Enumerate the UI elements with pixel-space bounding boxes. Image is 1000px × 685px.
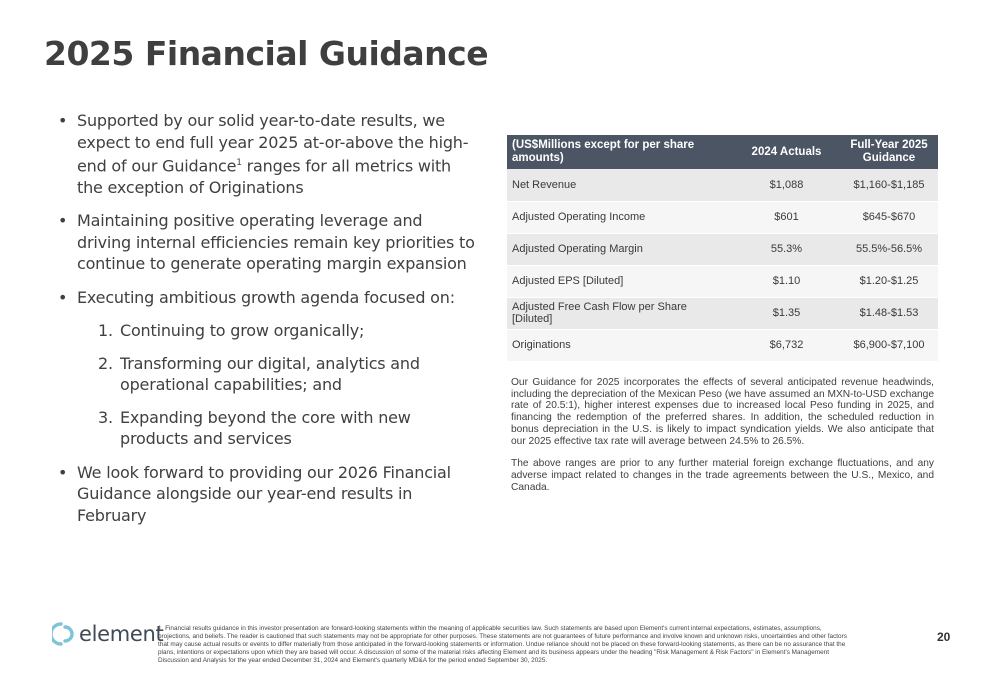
numbered-item — [98, 320, 478, 342]
guidance-cell: 55.5%-56.5% — [840, 233, 938, 265]
table-header-row — [507, 135, 938, 169]
logo-wordmark: element — [79, 622, 164, 646]
guidance-cell: $1.20-$1.25 — [840, 265, 938, 297]
guidance-cell: $645-$670 — [840, 201, 938, 233]
metric-cell: Adjusted EPS [Diluted] — [507, 265, 733, 297]
bullet-list — [58, 110, 478, 538]
metric-cell: Originations — [507, 329, 733, 361]
bullet-text-continued: ranges for all metrics with the exception of Originations — [77, 156, 451, 197]
item-number: 2. — [98, 353, 113, 373]
numbered-item — [98, 353, 478, 396]
guidance-cell: $6,900-$7,100 — [840, 329, 938, 361]
column-header-2025-guidance: Full-Year 2025 Guidance — [840, 135, 938, 169]
table-row — [507, 297, 938, 329]
bullet-text: Supported by our solid year-to-date results, we expect to end full year 2025 at-or-above the high-end of our Guidance — [77, 111, 469, 176]
actuals-cell: $1.35 — [733, 297, 840, 329]
element-logo-icon — [52, 622, 74, 646]
table-row — [507, 201, 938, 233]
bullet-item — [58, 110, 478, 198]
page-title: 2025 Financial Guidance — [44, 34, 489, 73]
table-row — [507, 233, 938, 265]
bullet-text: Executing ambitious growth agenda focused on: — [77, 287, 455, 307]
metric-cell: Adjusted Free Cash Flow per Share [Diluted] — [507, 297, 733, 329]
bullet-item: • Maintaining positive operating leverage and driving internal efficiencies remain key priorities to continue to generate operating margin expansion — [58, 210, 478, 275]
guidance-table — [507, 135, 938, 362]
item-text: Expanding beyond the core with new products and services — [120, 407, 411, 449]
metric-cell: Net Revenue — [507, 169, 733, 201]
guidance-notes — [511, 377, 934, 504]
item-number: 3. — [98, 407, 113, 427]
numbered-list — [98, 320, 478, 450]
guidance-cell: $1.48-$1.53 — [840, 297, 938, 329]
column-header-2024-actuals: 2024 Actuals — [733, 135, 840, 169]
actuals-cell: $1,088 — [733, 169, 840, 201]
metric-cell: Adjusted Operating Income — [507, 201, 733, 233]
actuals-cell: $601 — [733, 201, 840, 233]
column-header-metric: (US$Millions except for per share amounts) — [507, 135, 733, 169]
numbered-item — [98, 407, 478, 450]
company-logo — [52, 622, 164, 646]
actuals-cell: 55.3% — [733, 233, 840, 265]
table-row — [507, 169, 938, 201]
page-number: 20 — [937, 630, 951, 644]
footnote-marker: 1 — [236, 158, 242, 168]
metric-cell: Adjusted Operating Margin — [507, 233, 733, 265]
guidance-cell: $1,160-$1,185 — [840, 169, 938, 201]
item-text: Continuing to grow organically; — [120, 321, 365, 341]
footnote: 1. Financial results guidance in this investor presentation are forward-looking statements within the meaning of applicable securities law. Such statements are based upon Element's current internal expectations, estimates, assumptions, projections, and beliefs. The reader is cautioned that such statements may not be appropriate for other purposes. These statements are not guarantees of future performance and involve known and unknown risks, uncertainties and other factors that may cause actual results or events to differ materially from those anticipated in the forward-looking statements or information. Undue reliance should not be placed on these forward-looking statements, as there can be no assurance that the plans, intentions or expectations upon which they are based will occur. A discussion of some of the material risks affecting Element and its business appears under the heading "Risk Management & Risk Factors" in Element's Management Discussion and Analysis for the year ended December 31, 2024 and Element's quarterly MD&A for the period ended September 30, 2025. — [158, 625, 847, 664]
note-paragraph: The above ranges are prior to any further material foreign exchange fluctuations, and any adverse impact related to changes in the trade agreements between the U.S., Mexico, and Canada. — [511, 458, 934, 493]
bullet-item — [58, 287, 478, 450]
actuals-cell: $1.10 — [733, 265, 840, 297]
item-text: Transforming our digital, analytics and operational capabilities; and — [120, 353, 420, 395]
note-paragraph: Our Guidance for 2025 incorporates the effects of several anticipated revenue headwinds, including the depreciation of the Mexican Peso (we have assumed an MXN-to-USD exchange rate of 20.5:1), higher interest expenses due to increased local Peso funding in 2025, and financing the redemption of the preferred shares. In addition, the scheduled reduction in bonus depreciation in the U.S. is likely to impact syndication yields. We also anticipate that our 2025 effective tax rate will average between 24.5% to 26.5%. — [511, 377, 934, 447]
actuals-cell: $6,732 — [733, 329, 840, 361]
table-row — [507, 329, 938, 361]
bullet-item: • We look forward to providing our 2026 Financial Guidance alongside our year-end results in February — [58, 462, 478, 527]
item-number: 1. — [98, 321, 113, 341]
table-row — [507, 265, 938, 297]
